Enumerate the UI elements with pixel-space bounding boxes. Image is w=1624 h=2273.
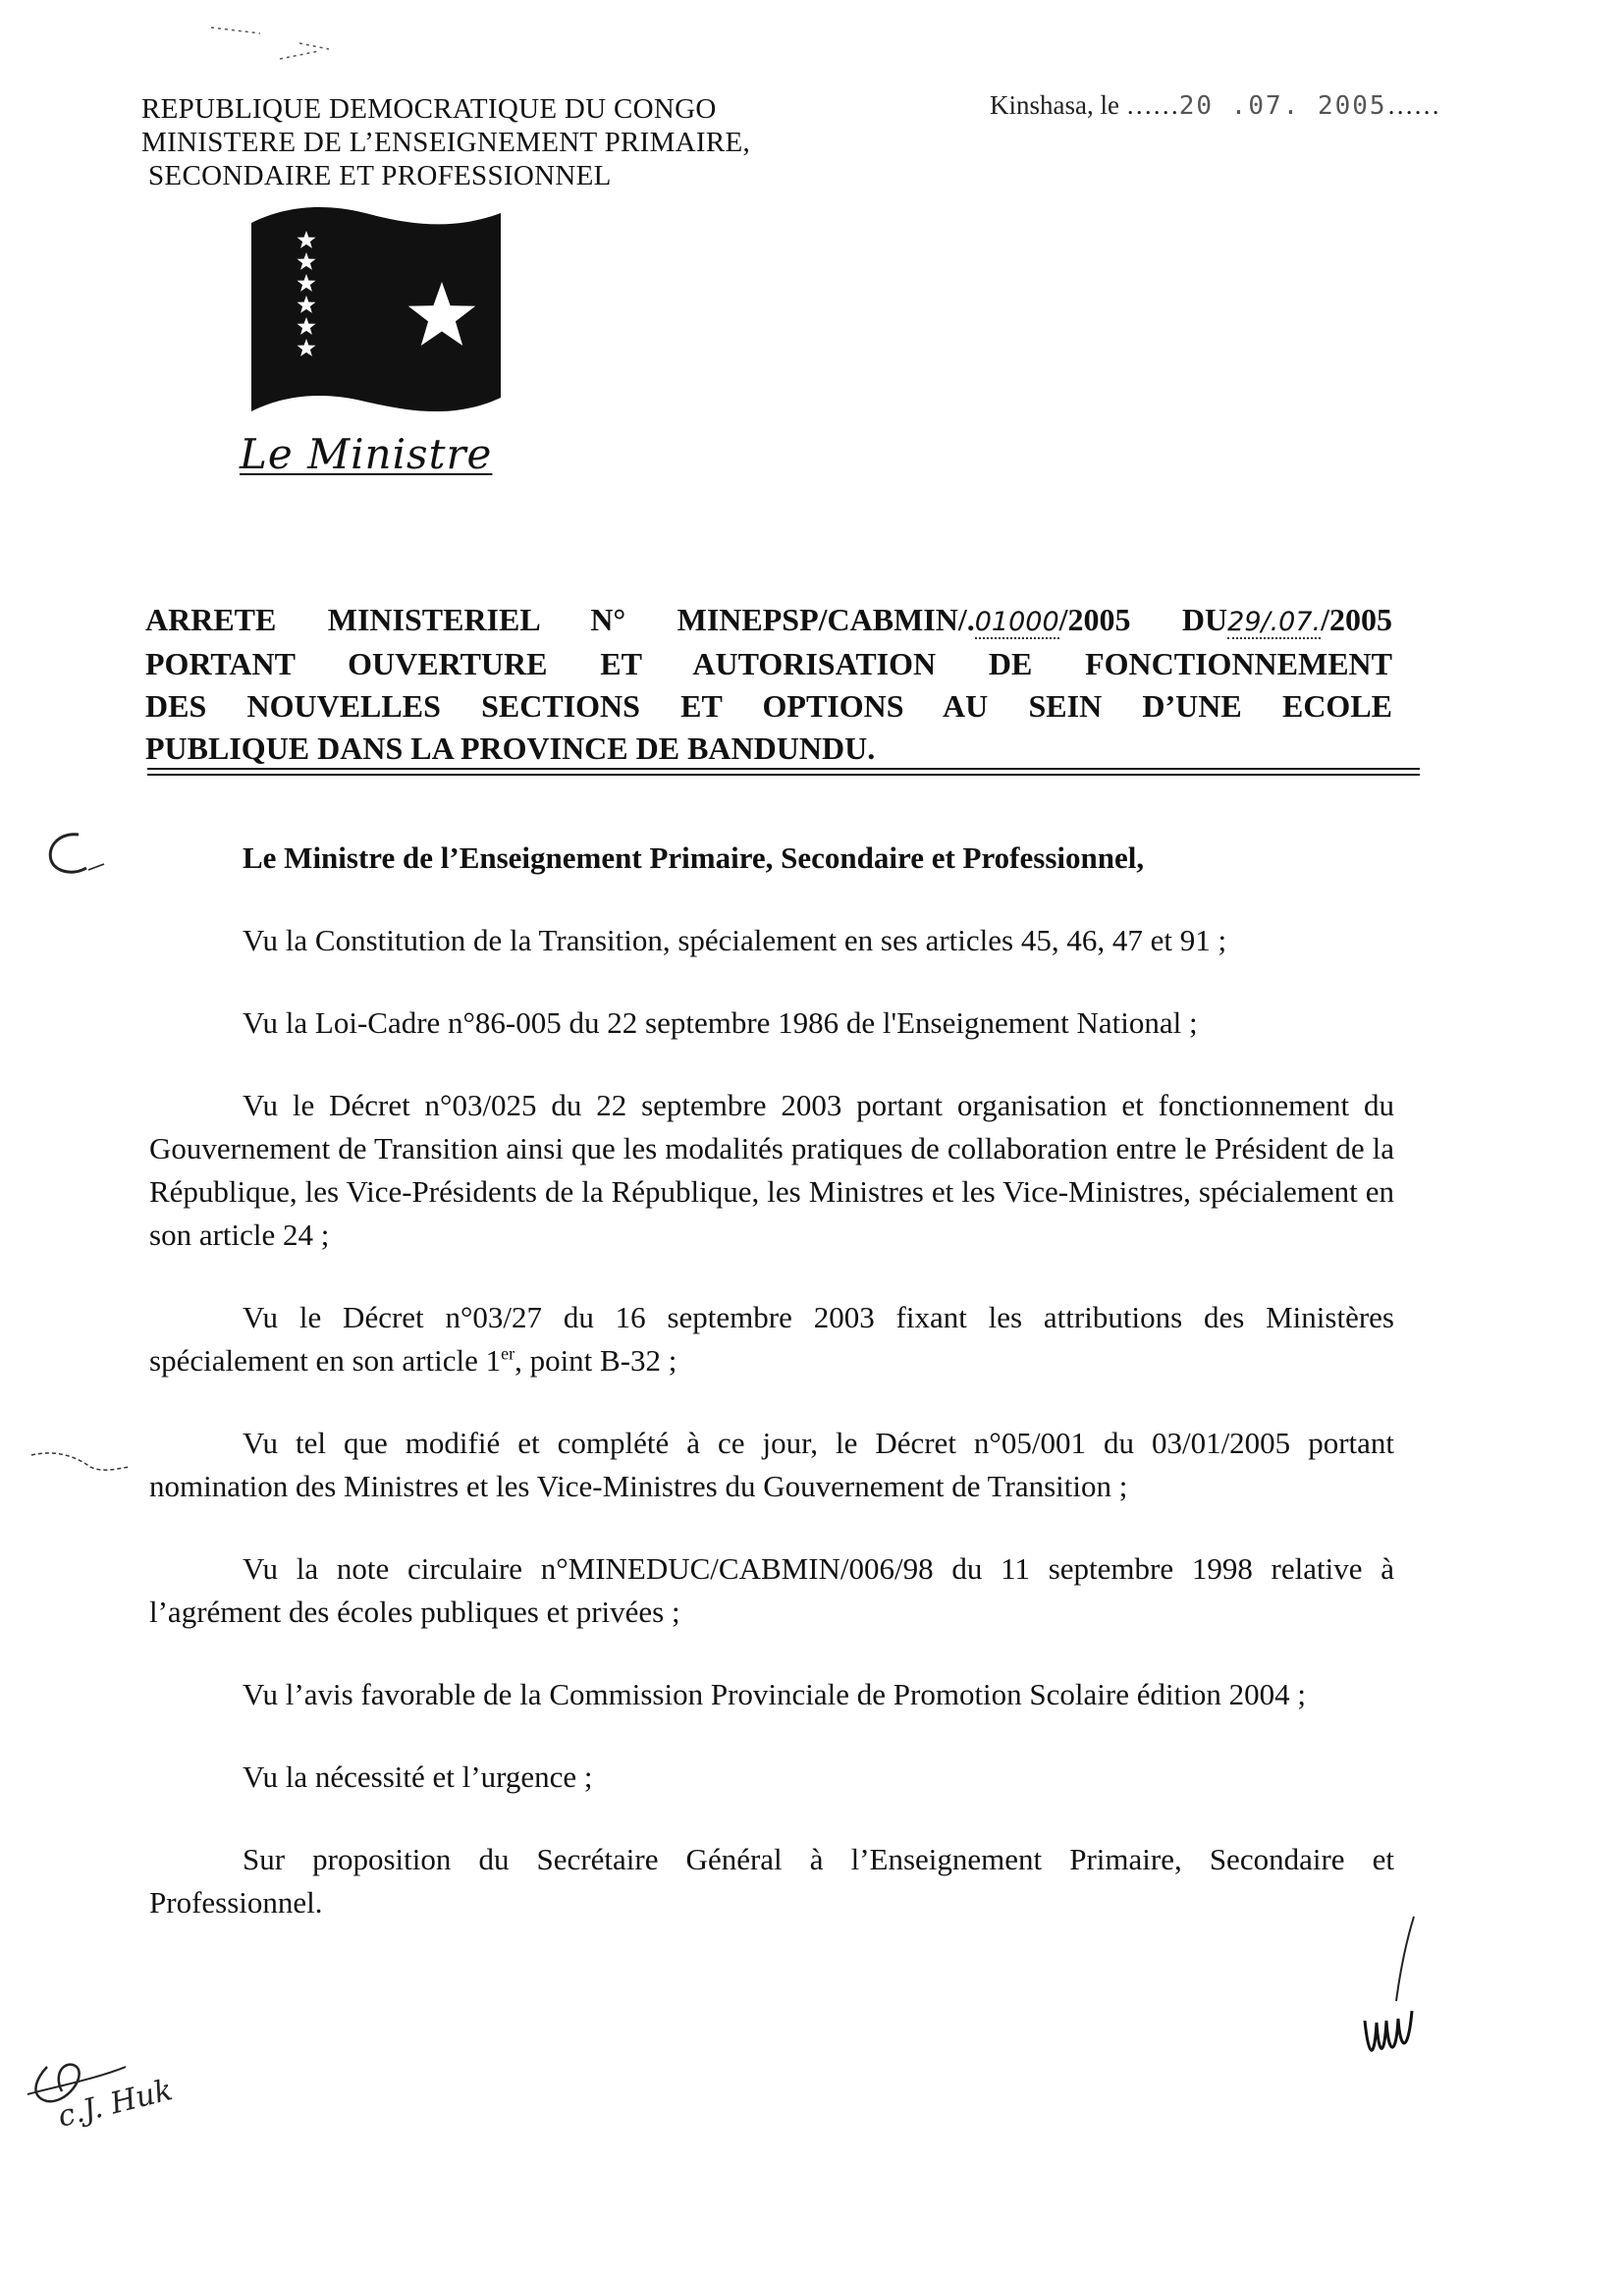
decree-title xyxy=(145,599,1392,770)
scan-mark-icon xyxy=(39,827,108,886)
minister-label: Le Ministre xyxy=(240,430,493,478)
scan-mark-icon xyxy=(27,1443,135,1483)
considerant-decret-03-025: Vu le Décret n°03/025 du 22 septembre 2003 portant organisation et fonctionnement du Gouvernement de Transition ainsi que les modalités pratiques de collaboration entre le Président de la République, les Vice-Présidents de la République, les Ministres et les Vice-Ministres, spécialement en son article 24 ; xyxy=(149,1088,1394,1252)
date-label: Kinshasa, le xyxy=(990,90,1119,120)
date-handwritten: 20 .07. 2005 xyxy=(1178,91,1387,121)
flag-emblem-icon xyxy=(247,201,505,425)
considerant-decret-03-27: Vu le Décret n°03/27 du 16 septembre 2003 fixant les attributions des Ministères spécialement en son article 1er, point B-32 ; xyxy=(149,1300,1394,1378)
scan-mark-icon xyxy=(201,20,339,79)
letterhead-ministry: MINISTERE DE L’ENSEIGNEMENT PRIMAIRE, xyxy=(141,127,751,158)
letterhead-country: REPUBLIQUE DEMOCRATIQUE DU CONGO xyxy=(141,93,717,125)
handwritten-initials: c.J. Huk xyxy=(18,2047,214,2136)
letterhead xyxy=(141,92,927,192)
considerant-constitution: Vu la Constitution de la Transition, spécialement en ses articles 45, 46, 47 et 91 ; xyxy=(243,923,1227,957)
title-line-4: PUBLIQUE DANS LA PROVINCE DE BANDUNDU. xyxy=(145,731,876,766)
place-date: Kinshasa, le ……20 .07. 2005…… xyxy=(990,90,1440,121)
decree-number-handwritten: 01000 xyxy=(974,607,1059,637)
letterhead-ministry-cont: SECONDAIRE ET PROFESSIONNEL xyxy=(148,160,612,191)
considerant-decret-05-001: Vu tel que modifié et complété à ce jour, le Décret n°05/001 du 03/01/2005 portant nomination des Ministres et les Vice-Ministres du Gouvernement de Transition ; xyxy=(149,1426,1394,1503)
considerant-note-circulaire: Vu la note circulaire n°MINEDUC/CABMIN/006/98 du 11 septembre 1998 relative à l’agrément des écoles publiques et privées ; xyxy=(149,1551,1394,1629)
preamble: Le Ministre de l’Enseignement Primaire, Secondaire et Professionnel, xyxy=(243,840,1145,875)
decree-date-handwritten: 29/.07. xyxy=(1227,607,1322,637)
considerant-loi-cadre: Vu la Loi-Cadre n°86-005 du 22 septembre 1986 de l'Enseignement National ; xyxy=(243,1005,1198,1040)
title-line-2: PORTANT OUVERTURE ET AUTORISATION DE FONCTIONNEMENT xyxy=(145,646,1392,681)
title-line-1: ARRETE MINISTERIEL N° MINEPSP/CABMIN/.01000/2005 DU29/.07./2005 xyxy=(145,602,1393,637)
sur-proposition: Sur proposition du Secrétaire Général à l’Enseignement Primaire, Secondaire et Professionnel. xyxy=(149,1842,1394,1920)
title-rule-double xyxy=(147,774,1420,776)
considerant-avis-commission: Vu l’avis favorable de la Commission Provinciale de Promotion Scolaire édition 2004 ; xyxy=(243,1677,1306,1711)
considerant-urgence: Vu la nécessité et l’urgence ; xyxy=(243,1759,593,1794)
title-line-3: DES NOUVELLES SECTIONS ET OPTIONS AU SEIN D’UNE ECOLE xyxy=(145,688,1392,724)
paraph-signature-icon xyxy=(1357,1913,1426,2080)
decree-body xyxy=(149,837,1394,1955)
title-rule xyxy=(147,768,1420,770)
